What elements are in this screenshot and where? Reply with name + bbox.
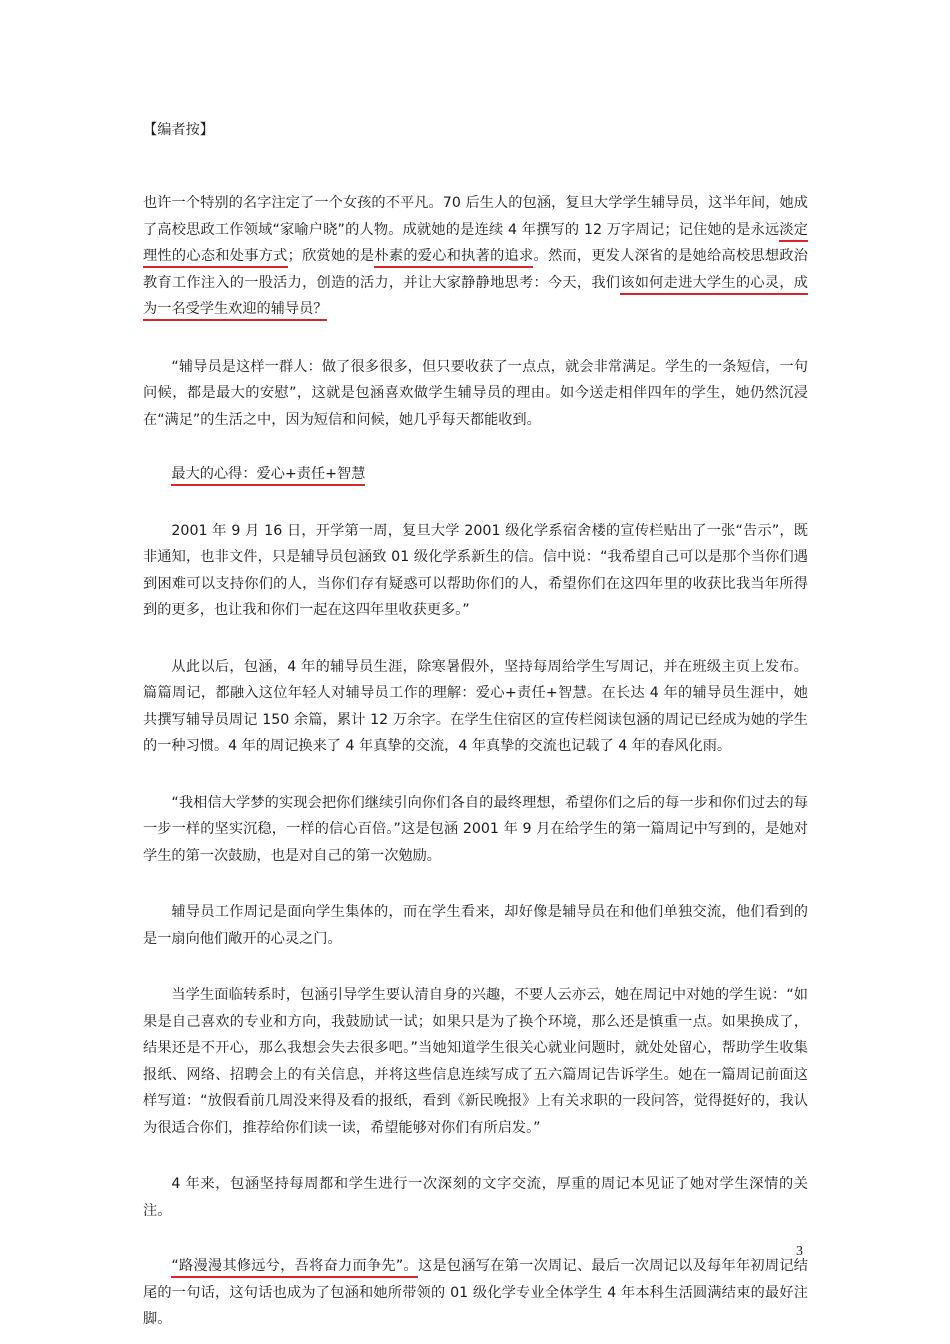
- underlined-phrase: 淡定理性的心态和处事方式: [143, 222, 808, 269]
- paragraph: [143, 982, 808, 1141]
- editor-note-heading: 【编者按】: [143, 122, 214, 138]
- paragraph: [143, 654, 808, 760]
- paragraph: [143, 518, 808, 624]
- paragraph: [143, 190, 808, 323]
- text-run: 也许一个特别的名字注定了一个女孩的不平凡。70 后生人的包涵，复旦大学学生辅导员，这半年间，她成了高校思政工作领域“家喻户晓”的人物。成就她的是连续 4 年撰写的 12 万字周记；记住她的是永远: [143, 195, 808, 238]
- text-run: 4 年来，包涵坚持每周都和学生进行一次深刻的文字交流，厚重的周记本见证了她对学生深情的关注。: [143, 1176, 808, 1219]
- underlined-phrase: 该如何走进大学生的心灵，成为一名受学生欢迎的辅导员？: [143, 275, 808, 322]
- text-run: 辅导员工作周记是面向学生集体的，而在学生看来，却好像是辅导员在和他们单独交流，他们看到的是一扇向他们敞开的心灵之门。: [143, 904, 808, 947]
- text-run: “辅导员是这样一群人：做了很多很多，但只要收获了一点点，就会非常满足。学生的一条短信，一句问候，都是最大的安慰”，这就是包涵喜欢做学生辅导员的理由。如今送走相伴四年的学生，她仍然沉浸在“满足”的生活之中，因为短信和问候，她几乎每天都能收到。: [143, 358, 808, 428]
- paragraph: [143, 354, 808, 434]
- text-run: 从此以后，包涵，4 年的辅导员生涯，除寒暑假外，坚持每周给学生写周记，并在班级主页上发布。篇篇周记，都融入这位年轻人对辅导员工作的理解：爱心+责任+智慧。在长达 4 年的辅导员生涯中，她共撰写辅导员周记 150 余篇，累计 12 万余字。在学生住宿区的宣传栏阅读包涵的周记已经成为她的学生的一种习惯。4 年的周记换来了 4 年真挚的交流，4 年真挚的交流也记载了 4 年的春风化雨。: [143, 658, 808, 754]
- paragraph: [143, 461, 808, 488]
- paragraph: [143, 899, 808, 952]
- underlined-phrase: 朴素的爱心和执著的追求: [374, 248, 533, 268]
- text-run: 2001 年 9 月 16 日，开学第一周，复旦大学 2001 级化学系宿舍楼的宣传栏贴出了一张“告示”，既非通知，也非文件，只是辅导员包涵致 01 级化学系新生的信。信中说：“我希望自己可以是那个当你们遇到困难可以支持你们的人，当你们存有疑惑可以帮助你们的人，希望你们在这四年里的收获比我当年所得到的更多，也让我和你们一起在这四年里收获更多。”: [143, 522, 808, 618]
- page-number: 3: [796, 1244, 803, 1259]
- text-run: 这是包涵写在第一次周记、最后一次周记以及每年年初周记结尾的一句话，这句话也成为了包涵和她所带领的 01 级化学专业全体学生 4 年本科生活圆满结束的最好注脚。: [143, 1258, 808, 1327]
- paragraph: [143, 790, 808, 870]
- underlined-phrase: 最大的心得：爱心+责任+智慧: [171, 466, 365, 486]
- text-run: 当学生面临转系时，包涵引导学生要认清自身的兴趣，不要人云亦云，她在周记中对她的学生说：“如果是自己喜欢的专业和方向，我鼓励试一试；如果只是为了换个环境，那么还是慎重一点。如果换成了，结果还是不开心，那么我想会失去很多吧。”当她知道学生很关心就业问题时，就处处留心，帮助学生收集报纸、网络、招聘会上的有关信息，并将这些信息连续写成了五六篇周记告诉学生。她在一篇周记前面这样写道：“放假看前几周没来得及看的报纸，看到《新民晚报》上有关求职的一段问答，觉得挺好的，我认为很适合你们，推荐给你们读一读，希望能够对你们有所启发。”: [143, 987, 808, 1136]
- text-run: 。然而，更发人深省的是她给高校思想政治教育工作注入的一股活力，创造的活力，并让大家静静地思考：今天，我们: [143, 248, 808, 291]
- underlined-phrase: “路漫漫其修远兮，吾将奋力而争先”。: [171, 1258, 418, 1278]
- text-run: “我相信大学梦的实现会把你们继续引向你们各自的最终理想，希望你们之后的每一步和你们过去的每一步一样的坚实沉稳，一样的信心百倍。”这是包涵 2001 年 9 月在给学生的第一篇周记中写到的，是她对学生的第一次鼓励，也是对自己的第一次勉励。: [143, 794, 808, 864]
- paragraph: [143, 1253, 808, 1333]
- text-run: ；欣赏她的是: [287, 248, 375, 264]
- paragraph: [143, 1171, 808, 1224]
- article-body: [143, 160, 808, 1333]
